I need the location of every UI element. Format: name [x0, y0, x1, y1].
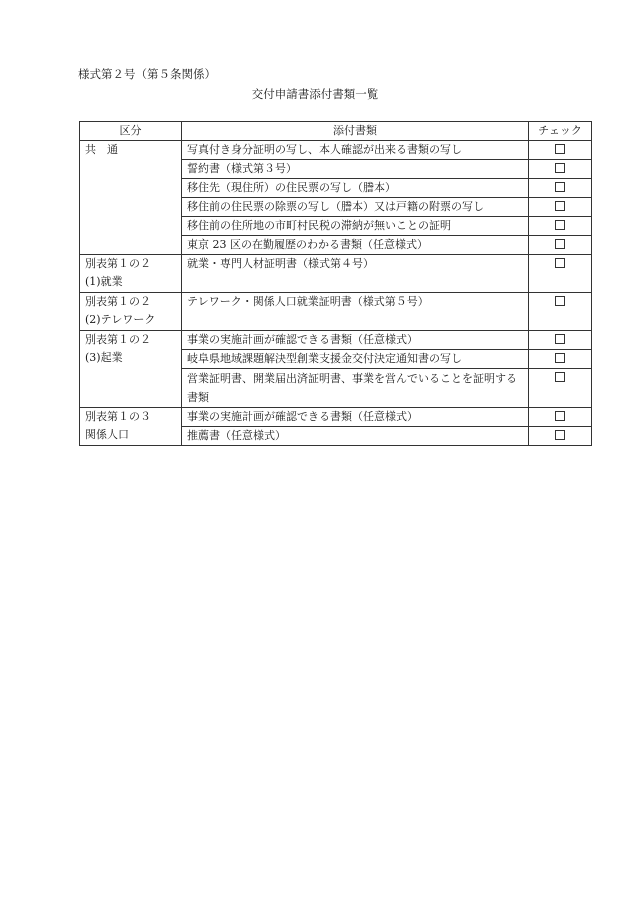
document-item: 事業の実施計画が確認できる書類（任意様式）: [182, 408, 529, 427]
attachment-table: [79, 121, 592, 446]
checkbox-cell: [529, 160, 592, 179]
form-number: 様式第２号（第５条関係）: [78, 67, 216, 81]
checkbox-cell: [529, 427, 592, 446]
table-row: [80, 293, 592, 331]
category-startup: [80, 331, 182, 408]
header-check: チェック: [529, 122, 592, 141]
category-line: 別表第１の３: [85, 410, 151, 423]
document-item: 事業の実施計画が確認できる書類（任意様式）: [182, 331, 529, 350]
checkbox-cell: [529, 331, 592, 350]
category-line: (1)就業: [85, 275, 123, 288]
checkbox-cell: [529, 141, 592, 160]
document-item: 就業・専門人材証明書（様式第４号）: [182, 255, 529, 293]
document-item: 推薦書（任意様式）: [182, 427, 529, 446]
document-item: 営業証明書、開業届出済証明書、事業を営んでいることを証明する書類: [182, 369, 529, 408]
checkbox[interactable]: [555, 258, 565, 268]
checkbox[interactable]: [555, 353, 565, 363]
checkbox-cell: [529, 369, 592, 408]
table-row: [80, 408, 592, 427]
table-row: [80, 255, 592, 293]
table-row: [80, 331, 592, 350]
checkbox[interactable]: [555, 239, 565, 249]
checkbox[interactable]: [555, 372, 565, 382]
table-row: [80, 141, 592, 160]
checkbox[interactable]: [555, 411, 565, 421]
checkbox-cell: [529, 198, 592, 217]
document-item: 岐阜県地域課題解決型創業支援金交付決定通知書の写し: [182, 350, 529, 369]
checkbox[interactable]: [555, 163, 565, 173]
category-line: 別表第１の２: [85, 295, 151, 308]
category-line: 別表第１の２: [85, 333, 151, 346]
checkbox-cell: [529, 217, 592, 236]
category-line: 別表第１の２: [85, 257, 151, 270]
checkbox[interactable]: [555, 296, 565, 306]
document-item: 東京 23 区の在勤履歴のわかる書類（任意様式）: [182, 236, 529, 255]
category-related-population: [80, 408, 182, 446]
header-category: 区分: [80, 122, 182, 141]
header-documents: 添付書類: [182, 122, 529, 141]
category-line: (2)テレワーク: [85, 313, 156, 326]
table-header-row: [80, 122, 592, 141]
category-common: 共 通: [80, 141, 182, 255]
category-line: 関係人口: [85, 428, 129, 441]
document-item: テレワーク・関係人口就業証明書（様式第５号）: [182, 293, 529, 331]
checkbox-cell: [529, 236, 592, 255]
document-item: 移住前の住民票の除票の写し（謄本）又は戸籍の附票の写し: [182, 198, 529, 217]
category-line: (3)起業: [85, 351, 123, 364]
checkbox-cell: [529, 293, 592, 331]
checkbox[interactable]: [555, 201, 565, 211]
category-employment: [80, 255, 182, 293]
checkbox-cell: [529, 350, 592, 369]
checkbox[interactable]: [555, 220, 565, 230]
checkbox-cell: [529, 179, 592, 198]
checkbox-cell: [529, 408, 592, 427]
category-telework: [80, 293, 182, 331]
document-item: 写真付き身分証明の写し、本人確認が出来る書類の写し: [182, 141, 529, 160]
document-item: 移住先（現住所）の住民票の写し（謄本）: [182, 179, 529, 198]
document-item: 誓約書（様式第３号）: [182, 160, 529, 179]
checkbox-cell: [529, 255, 592, 293]
page-title: 交付申請書添付書類一覧: [251, 87, 379, 101]
checkbox[interactable]: [555, 430, 565, 440]
document-item: 移住前の住所地の市町村民税の滞納が無いことの証明: [182, 217, 529, 236]
checkbox[interactable]: [555, 182, 565, 192]
checkbox[interactable]: [555, 334, 565, 344]
checkbox[interactable]: [555, 144, 565, 154]
